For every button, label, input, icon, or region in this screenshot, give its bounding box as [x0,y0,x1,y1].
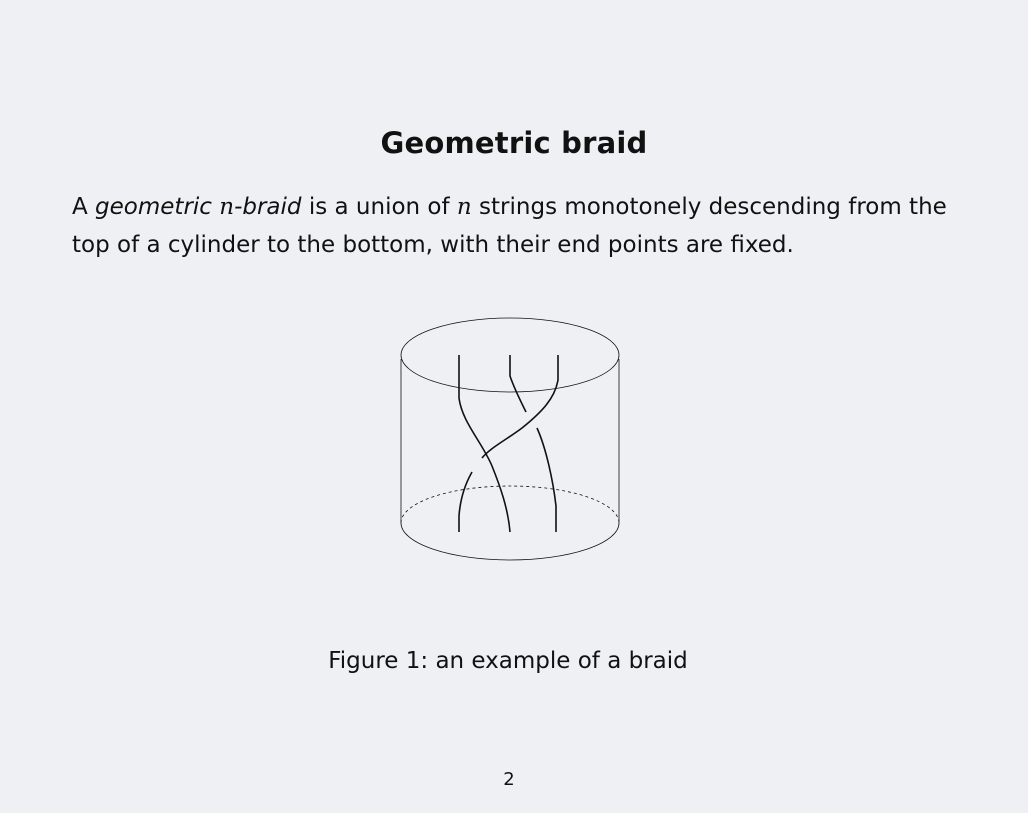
slide-title: Geometric braid [380,126,648,160]
page-number: 2 [503,769,515,790]
defined-term-variable: n [219,194,235,220]
figure-caption: Figure 1: an example of a braid [328,648,688,674]
defined-term [95,194,301,220]
braid-strand-2b [537,428,556,532]
paragraph-text-1: A [72,194,96,220]
defined-term-part-1: geometric [95,194,220,220]
defined-term-part-2: -braid [234,194,302,220]
paragraph-text-2: is a union of [301,194,457,220]
braid-figure [390,310,630,580]
braid-strand-3 [482,355,558,458]
definition-paragraph [72,188,972,264]
braid-strand-2 [510,355,526,412]
braid-strand-1 [459,355,510,532]
math-variable-n: n [456,194,472,220]
braid-strand-3b [459,472,472,532]
cylinder-bottom-back-arc [401,486,619,523]
paragraph-text-3: strings monotonely descending from the top of a cylinder to the bottom, with their end points are fixed. [72,194,947,258]
